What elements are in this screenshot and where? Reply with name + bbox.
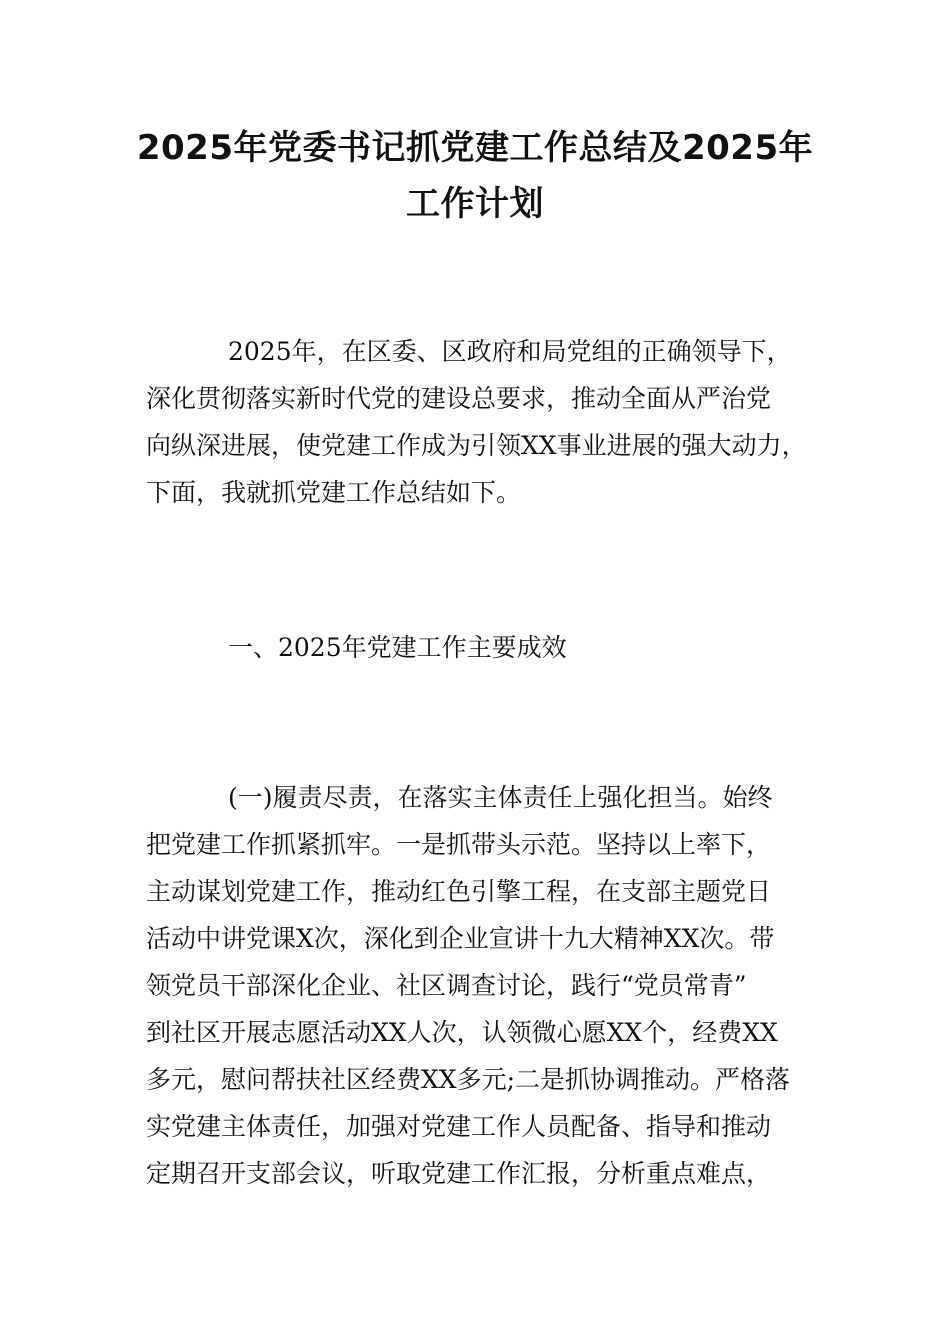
intro-line-2: 深化贯彻落实新时代党的建设总要求，推动全面从严治党: [146, 384, 772, 413]
subsection-line-4: 活动中讲党课X次，深化到企业宣讲十九大精神XX次。带: [146, 924, 775, 953]
title-line-2: 工作计划: [406, 184, 544, 224]
subsection-line-6: 到社区开展志愿活动XX人次，认领微心愿XX个，经费XX: [146, 1018, 778, 1047]
subsection-line-8: 实党建主体责任，加强对党建工作人员配备、指导和推动: [146, 1112, 772, 1141]
section-heading-text: 一、2025年党建工作主要成效: [228, 633, 567, 662]
intro-paragraph: [146, 328, 822, 516]
subsection-line-2: 把党建工作抓紧抓牢。一是抓带头示范。坚持以上率下，: [146, 830, 772, 859]
document-title: [0, 120, 950, 232]
subsection-line-3: 主动谋划党建工作，推动红色引擎工程，在支部主题党日: [146, 877, 772, 906]
subsection-paragraph: [146, 774, 822, 1197]
subsection-line-5: 领党员干部深化企业、社区调查讨论，践行“党员常青”: [146, 971, 747, 1000]
intro-line-3: 向纵深进展，使党建工作成为引领XX事业进展的强大动力，: [146, 431, 807, 460]
title-line-1: 2025年党委书记抓党建工作总结及2025年: [136, 128, 814, 168]
subsection-line-9: 定期召开支部会议，听取党建工作汇报，分析重点难点，: [146, 1159, 772, 1188]
section-heading: [146, 624, 822, 671]
subsection-line-7: 多元，慰问帮扶社区经费XX多元;二是抓协调推动。严格落: [146, 1065, 791, 1094]
subsection-line-1: (一)履责尽责，在落实主体责任上强化担当。始终: [228, 783, 773, 812]
intro-line-4: 下面，我就抓党建工作总结如下。: [146, 478, 522, 507]
intro-line-1: 2025年，在区委、区政府和局党组的正确领导下，: [228, 337, 792, 366]
